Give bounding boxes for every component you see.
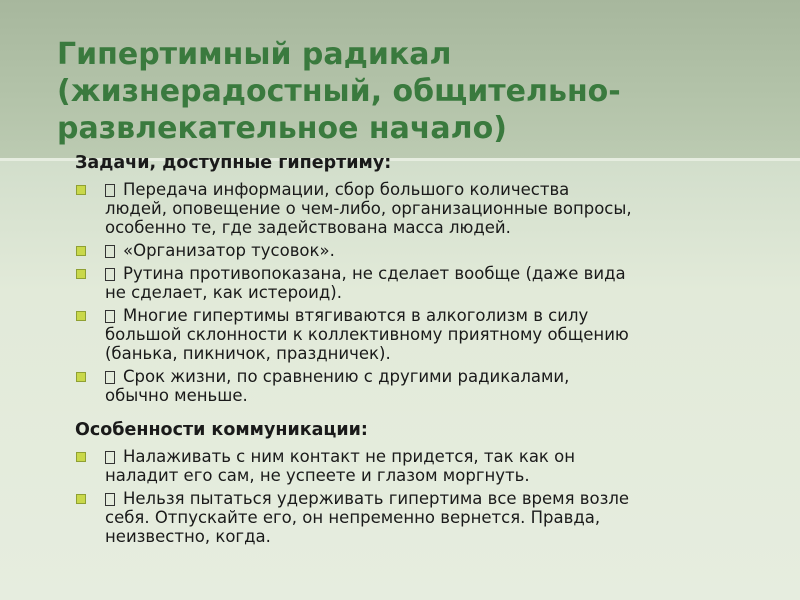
bullet-line: себя. Отпускайте его, он непременно вернется. Правда,: [105, 508, 601, 527]
bullet-line: особенно те, где задействована масса людей.: [105, 218, 511, 237]
slide-content: [75, 152, 775, 550]
square-bullet-icon: [76, 311, 86, 321]
missing-glyph-icon: [105, 451, 115, 464]
missing-glyph-icon: [105, 371, 115, 384]
square-bullet-icon: [76, 246, 86, 256]
bullet-item: [75, 241, 775, 260]
missing-glyph-icon: [105, 184, 115, 197]
missing-glyph-icon: [105, 310, 115, 323]
square-bullet-icon: [76, 269, 86, 279]
bullet-item: [75, 180, 775, 237]
slide-title: [57, 36, 777, 147]
bullet-line: [105, 180, 775, 199]
bullet-line: [105, 306, 775, 325]
bullet-line: обычно меньше.: [105, 386, 248, 405]
bullet-text: «Организатор тусовок».: [123, 241, 335, 260]
bullet-line: [105, 489, 775, 508]
bullet-text: Нельзя пытаться удерживать гипертима все время возле: [123, 489, 630, 508]
bullet-text: Многие гипертимы втягиваются в алкоголизм в силу: [123, 306, 589, 325]
bullet-line: неизвестно, когда.: [105, 527, 271, 546]
square-bullet-icon: [76, 494, 86, 504]
square-bullet-icon: [76, 452, 86, 462]
bullet-line: не сделает, как истероид).: [105, 283, 342, 302]
bullet-line: (банька, пикничок, праздничек).: [105, 344, 391, 363]
bullet-line: наладит его сам, не успеете и глазом моргнуть.: [105, 466, 530, 485]
bullet-list: [75, 180, 775, 405]
section-communication: [75, 419, 775, 546]
bullet-list: [75, 447, 775, 546]
title-line: Гипертимный радикал: [57, 37, 452, 72]
bullet-text: Рутина противопоказана, не сделает вообще (даже вида: [123, 264, 626, 283]
bullet-item: [75, 306, 775, 363]
bullet-item: [75, 367, 775, 405]
bullet-item: [75, 264, 775, 302]
missing-glyph-icon: [105, 245, 115, 258]
bullet-line: людей, оповещение о чем-либо, организационные вопросы,: [105, 199, 632, 218]
bullet-line: [105, 447, 775, 466]
bullet-line: [105, 264, 775, 283]
section-heading: Задачи, доступные гипертиму:: [75, 153, 392, 173]
bullet-text: Срок жизни, по сравнению с другими радикалами,: [123, 367, 570, 386]
title-line: (жизнерадостный, общительно-: [57, 74, 621, 109]
bullet-line: [105, 367, 775, 386]
bullet-line: [105, 241, 775, 260]
missing-glyph-icon: [105, 268, 115, 281]
bullet-text: Налаживать с ним контакт не придется, так как он: [123, 447, 576, 466]
square-bullet-icon: [76, 372, 86, 382]
section-heading: Особенности коммуникации:: [75, 420, 368, 440]
section-tasks: [75, 152, 775, 405]
bullet-text: Передача информации, сбор большого количества: [123, 180, 570, 199]
bullet-line: большой склонности к коллективному приятному общению: [105, 325, 629, 344]
title-line: развлекательное начало): [57, 111, 507, 146]
missing-glyph-icon: [105, 493, 115, 506]
square-bullet-icon: [76, 185, 86, 195]
bullet-item: [75, 447, 775, 485]
bullet-item: [75, 489, 775, 546]
